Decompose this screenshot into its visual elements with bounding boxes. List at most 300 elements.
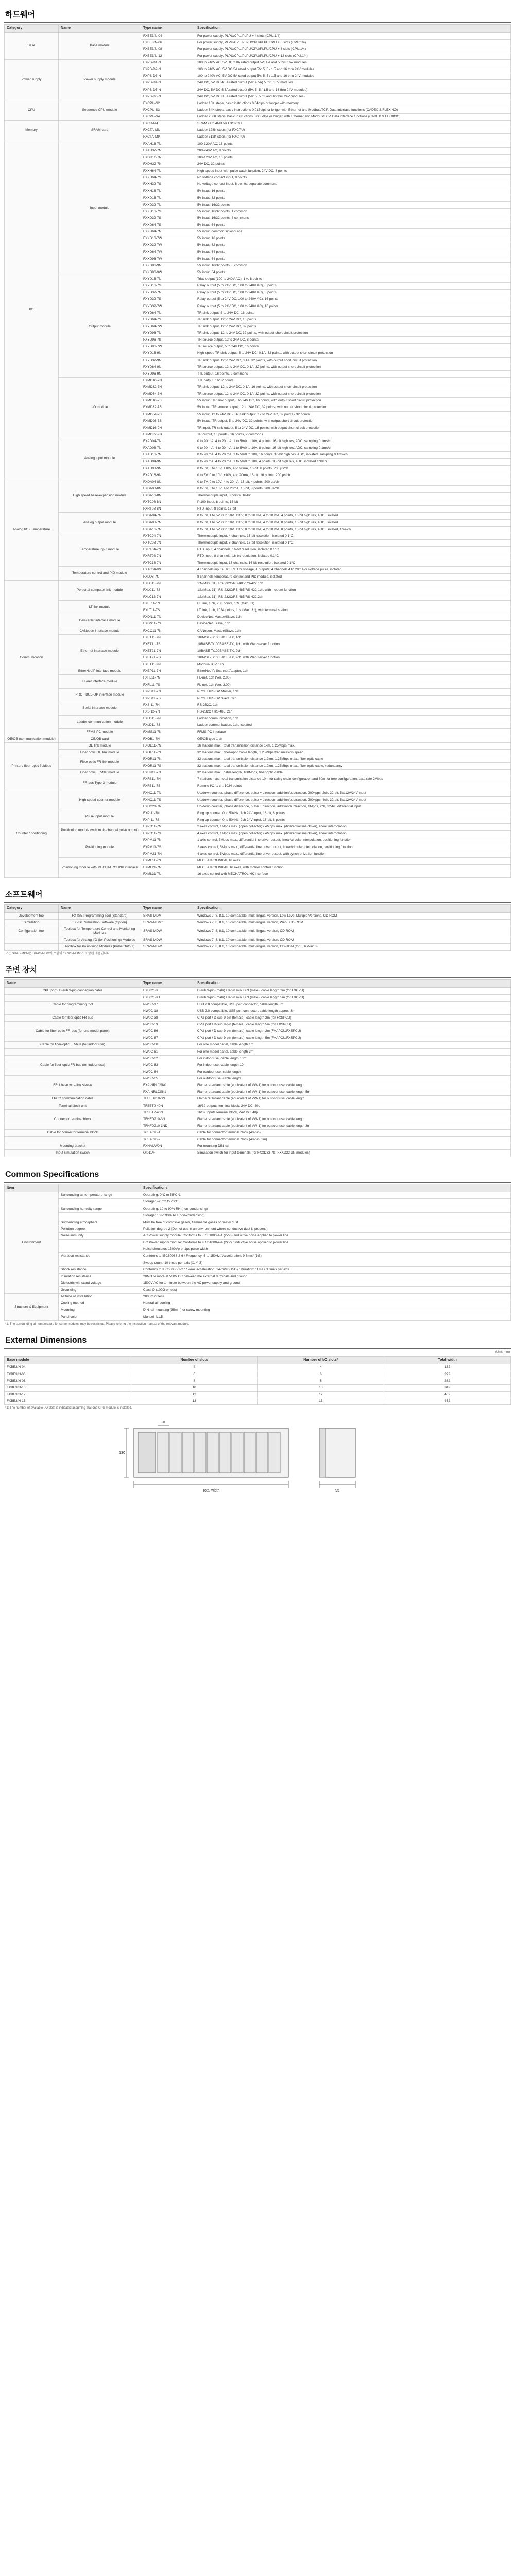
hw-name-cell: OE link module <box>59 742 141 749</box>
hw-type-cell: FXDA16-8N <box>141 493 195 499</box>
hw-spec-cell: Up/down counter, phase difference, pulse + direction, addition/subtraction, 200kpps, 4ch, 32-bit, 5V/12V/24V input <box>195 796 511 803</box>
peripheral-row <box>5 1042 511 1048</box>
software-header-row <box>5 904 511 912</box>
common-spec-row <box>5 1307 511 1314</box>
hw-spec-cell: 1:N(Max. 31), RS-232C/RS-485/RS-422 2ch <box>195 594 511 600</box>
pe-name-cell: Input simulation switch <box>5 1150 141 1157</box>
peripherals-title: 주변 장치 <box>4 962 511 978</box>
peripheral-row <box>5 1062 511 1069</box>
hw-spec-cell: Ladder communication, 1ch, isolated <box>195 722 511 729</box>
hw-type-cell: FXMD16-9N <box>141 425 195 431</box>
hw-spec-cell: Ring up counter, 0 to 50kHz, 1ch 24V input, 16-bit, 8 points <box>195 810 511 817</box>
hw-type-cell: FXLQ8-7N <box>141 573 195 580</box>
hw-spec-cell: 5V input, 12 to 24V DC / TR sink output, 12 to 24V DC, 32 points / 32 points <box>195 411 511 418</box>
hardware-row <box>5 100 511 107</box>
hw-type-cell: FXYD64-7S <box>141 316 195 323</box>
software-row <box>5 919 511 926</box>
common-spec-row <box>5 1192 511 1199</box>
hw-spec-cell: TR input, TR sink output, 5 to 24V DC, 16 points, with output short circuit protection <box>195 425 511 431</box>
sw-name-cell: FX-ISE Programming Tool (Standard) <box>59 912 141 919</box>
common-spec-row <box>5 1206 511 1212</box>
hw-type-cell: FXXD16-7W <box>141 235 195 242</box>
hw-type-cell: FXPS-D1-N <box>141 60 195 66</box>
hw-type-cell: FXML21-7N <box>141 864 195 871</box>
hw-spec-cell: 10BASE-T/100BASE-TX, 2ch <box>195 648 511 654</box>
hw-spec-cell: LT link, 1 ch, 256 points, 1:N (Max. 31) <box>195 601 511 607</box>
peripheral-row <box>5 1008 511 1014</box>
hw-spec-cell: 5V input / TR sink output, 5 to 24V DC, 16 points, with output short circuit protection <box>195 398 511 404</box>
pe-spec-cell: USB 2.0 compatible, USB port connector, cable length 3m <box>195 1001 511 1008</box>
hw-name-cell: Power supply module <box>59 60 141 100</box>
io-slot <box>182 1432 194 1473</box>
pe-type-cell: NW0C-18 <box>141 1008 195 1014</box>
common-spec-row <box>5 1199 511 1206</box>
hw-spec-cell: MECHATROLINK-II, 16 axes <box>195 857 511 864</box>
hw-type-cell: FXYD32-9N <box>141 357 195 364</box>
hw-name-cell: I/O module <box>59 377 141 438</box>
hw-category-cell: Communication <box>5 580 59 736</box>
hw-spec-cell: 100-120V AC, 16 points <box>195 141 511 147</box>
hw-spec-cell: Relay output (5 to 24V DC, 100 to 240V AC), 16 points <box>195 296 511 303</box>
pe-spec-cell: 16/32 outputs terminal block, 24V DC, 40p <box>195 1103 511 1109</box>
cs-sub-cell <box>59 1199 141 1206</box>
pe-type-cell: NW0C-87 <box>141 1035 195 1042</box>
hardware-row <box>5 438 511 445</box>
cs-sub-cell: Vibration resistance <box>59 1253 141 1260</box>
hw-name-cell: Temperature input module <box>59 533 141 567</box>
hw-type-cell: FXLT11-7S <box>141 607 195 614</box>
peripheral-row <box>5 1001 511 1008</box>
hw-type-cell: FXAD04-7N <box>141 438 195 445</box>
hw-type-cell: FXYD96-9N <box>141 370 195 377</box>
sw-name-cell: Toolbox for Analog I/O (for Positioning) Modules <box>59 937 141 944</box>
pe-spec-cell: CPU port / D-sub 9-pin (female), cable length 2m (for FXSPCU) <box>195 1014 511 1021</box>
hw-type-cell: FXYD96-7N <box>141 330 195 337</box>
ed-io-cell: 10 <box>258 1384 384 1391</box>
cs-sub-cell <box>59 1246 141 1253</box>
hw-type-cell: FXYD16-7S <box>141 283 195 290</box>
cs-spec-cell: Munsell N1.5 <box>141 1314 511 1320</box>
hw-spec-cell: 0 to 5V, 0 to 10V, 4 to 20mA, 16-bit, 4 points, 200 μs/ch <box>195 479 511 485</box>
ed-slots-cell: 10 <box>131 1384 258 1391</box>
peripheral-row <box>5 1130 511 1137</box>
hw-spec-cell: For power supply, PLPU/CPU/PLPU + 4 slots (CPU:1/4) <box>195 32 511 39</box>
hw-spec-cell: Relay output (5 to 24V DC, 100 to 240V AC), 8 points <box>195 283 511 290</box>
ed-col-base: Base module <box>5 1356 131 1364</box>
common-specs-table <box>4 1184 511 1321</box>
hw-type-cell: FXYD96-7S <box>141 337 195 344</box>
pe-name-cell: Cable for fiber-optic FR-bus (for one model panel) <box>5 1028 141 1035</box>
hw-name-cell: High speed base-expansion module <box>59 479 141 513</box>
hw-type-cell: FXDN11-7N <box>141 614 195 621</box>
common-spec-row <box>5 1240 511 1246</box>
hw-spec-cell: 0 to 5V, 1 to 5V, 0 to 10V, ±10V, 0 to 20 mA, 4 to 20 mA, 8 points, 16-bit high res, ADC, isolated, 1ms/ch <box>195 526 511 533</box>
hw-spec-cell: 5V input, 32 points <box>195 195 511 201</box>
dimension-diagram-wrap <box>4 1415 511 1495</box>
ed-width-cell: 432 <box>384 1398 511 1405</box>
peripheral-row <box>5 1028 511 1035</box>
cs-item-cell: Environment <box>5 1192 59 1294</box>
hardware-row <box>5 601 511 607</box>
hw-spec-cell: 200-240V AC, 8 points <box>195 147 511 154</box>
io-slot <box>219 1432 231 1473</box>
hw-type-cell: FXBE3/N-06 <box>141 39 195 46</box>
hw-spec-cell: PROFIBUS-DP Slave, 1ch <box>195 695 511 702</box>
ed-width-cell: 162 <box>384 1364 511 1371</box>
hw-type-cell: FXPB11-7S <box>141 695 195 702</box>
hw-spec-cell: 24V DC, 5V DC 8.5A rated output (5V: 5, 5 / 3 and 16 thru 24V modules) <box>195 93 511 100</box>
hw-type-cell: FXBE3/N-08 <box>141 46 195 53</box>
peripheral-row <box>5 1035 511 1042</box>
hw-type-cell: FXAD04-9N <box>141 459 195 465</box>
pe-spec-cell: For indoor use, cable length 10m <box>195 1055 511 1062</box>
hardware-row <box>5 810 511 817</box>
hw-type-cell: FXMD16-7N <box>141 377 195 384</box>
hw-spec-cell: TR sink output, 12 to 24V DC, 16 points <box>195 316 511 323</box>
cs-spec-cell: Sweep count: 10 times per axis (X, Y, Z) <box>141 1260 511 1266</box>
hw-type-cell: FXPI11-7S <box>141 817 195 824</box>
hw-spec-cell: TR sink output, 12 to 24V DC, 0.1A, 32 points, with output short circuit protection <box>195 357 511 364</box>
common-spec-row <box>5 1300 511 1307</box>
hw-spec-cell: 32 stations max., total transmission distance 1.2km, 1.25Mbps max., fiber-optic cable <box>195 756 511 762</box>
hw-name-cell: LT link module <box>59 601 141 614</box>
ext-dims-note: *1: The number of available I/O slots is indicated assuming that one CPU module is installed. <box>5 1406 132 1410</box>
hw-spec-cell: 16 axes control with MECHATROLINK interface <box>195 871 511 878</box>
hw-type-cell: FXOR11-7S <box>141 763 195 770</box>
pe-name-cell: Cable for fiber-optic FR-bus (for indoor use) <box>5 1042 141 1048</box>
hw-type-cell: FXPI11-7N <box>141 810 195 817</box>
peripheral-row <box>5 1076 511 1082</box>
hw-type-cell: FXYD32-7S <box>141 296 195 303</box>
hw-category-cell: OE/OB (communication module) <box>5 736 59 742</box>
cs-spec-cell: Pollution degree 2 (Do not use in an environment where conductive dust is present.) <box>141 1226 511 1232</box>
hw-spec-cell: Thermocouple input, 4 channels, 16-bit resolution, isolated 0.1°C <box>195 533 511 539</box>
peripheral-row <box>5 1103 511 1109</box>
hw-name-cell: Fiber optic OE link module <box>59 749 141 756</box>
software-body <box>5 912 511 951</box>
hw-name-cell: CANopen interface module <box>59 628 141 634</box>
cs-col-item: Item <box>5 1184 59 1192</box>
hw-spec-cell: Relay output (5 to 24V DC, 100 to 240V AC), 8 points <box>195 290 511 296</box>
pe-spec-cell: Flame retardant cable (equivalent of VW-1) for outdoor use, cable length 3m <box>195 1123 511 1129</box>
hw-type-cell: FXXD96-9N <box>141 262 195 269</box>
hw-type-cell: FXXD32-7S <box>141 215 195 222</box>
hw-type-cell: FXDA08-8N <box>141 485 195 492</box>
hw-name-cell: FFMS PC module <box>59 729 141 736</box>
hw-type-cell: FXMD16-7S <box>141 398 195 404</box>
pe-name-cell: Cable for connector terminal block <box>5 1130 141 1137</box>
pe-type-cell: NW0C-38 <box>141 1014 195 1021</box>
pe-spec-cell: CPU port / D-sub 9-pin (female), cable length 5m (for FXSPCU) <box>195 1022 511 1028</box>
pe-name-cell <box>5 1089 141 1096</box>
peripheral-row <box>5 1116 511 1123</box>
hw-spec-cell: Thermocouple input, 16 channels, 16-bit resolution, isolated 0.1°C <box>195 560 511 567</box>
hw-type-cell: FXYD64-7W <box>141 323 195 330</box>
pe-name-cell: CPU port / D-sub 9-pin connection cable <box>5 988 141 994</box>
cs-sub-cell: Altitude of installation <box>59 1294 141 1300</box>
pe-type-cell: NW0C-65 <box>141 1076 195 1082</box>
pe-spec-cell: For indoor use, cable length 10m <box>195 1062 511 1069</box>
cs-spec-cell: 20MΩ or more at 500V DC between the external terminals and ground <box>141 1273 511 1280</box>
hw-type-cell: FXMS11-7N <box>141 729 195 736</box>
hw-spec-cell: 32 stations max., fiber-optic cable length, 1.25Mbps transmission speed <box>195 749 511 756</box>
hw-spec-cell: 5V input, 16/32 points, 8 common <box>195 262 511 269</box>
ed-io-cell: 13 <box>258 1398 384 1405</box>
pe-spec-cell: Cable for connector terminal block (40-pin) <box>195 1130 511 1137</box>
hw-name-cell: DeviceNet interface module <box>59 614 141 628</box>
cs-spec-cell: Class D (100Ω or less) <box>141 1287 511 1294</box>
hw-type-cell: FXBE3/N-12 <box>141 53 195 59</box>
pe-type-cell: NW0C-64 <box>141 1069 195 1075</box>
hardware-row <box>5 121 511 127</box>
ed-width-cell: 222 <box>384 1371 511 1378</box>
sw-category-cell: Development tool <box>5 912 59 919</box>
hardware-row <box>5 837 511 844</box>
hw-type-cell: FXTC16-7N <box>141 560 195 567</box>
pe-name-cell: Mounting bracket <box>5 1143 141 1150</box>
hw-spec-cell: 1:N(Max. 31), RS-232C/RS-485/RS-422 1ch <box>195 580 511 587</box>
cs-sub-cell: Surrounding humidity range <box>59 1206 141 1212</box>
hw-type-cell: FXDH32-7N <box>141 161 195 167</box>
hw-spec-cell: 5V input, 64 points <box>195 249 511 256</box>
hw-type-cell: FXPS-D3-N <box>141 73 195 80</box>
pe-type-cell: TFHFD210-3N <box>141 1116 195 1123</box>
hw-spec-cell: 0 to 5V, 0 to 10V, 4 to 20mA, 16-bit, 8 points, 200 μs/ch <box>195 485 511 492</box>
hw-type-cell: FXAH32-7N <box>141 147 195 154</box>
hw-spec-cell: 5V input, 64 points <box>195 256 511 262</box>
hw-spec-cell: TR sink output, 12 to 24V DC, 32 points <box>195 323 511 330</box>
hw-type-cell: FXPS-D4-N <box>141 80 195 87</box>
hw-type-cell: FXXD64-7S <box>141 222 195 229</box>
hw-spec-cell: 8 channels temperature control and PID module, isolated <box>195 573 511 580</box>
pe-spec-cell: D-sub 9-pin (male) / 8-pin mini DIN (male), cable length 2m (for FXCPU) <box>195 988 511 994</box>
cs-spec-cell: Conforms to IEC60068-2-27 / Peak acceleration: 147m/s² (15G) / Duration: 11ms / 3 times per axis <box>141 1266 511 1273</box>
hw-type-cell: FXPS-D6-N <box>141 93 195 100</box>
hw-spec-cell: 2 axes control, 5Mpps max., differential line driver output, linear/circular interpolation, positioning function <box>195 844 511 851</box>
cs-item-cell: Structure & Equipment <box>5 1294 59 1321</box>
hardware-row <box>5 702 511 708</box>
ext-dims-title: External Dimensions <box>4 1332 511 1349</box>
hw-name-cell: Positioning module <box>59 837 141 857</box>
ed-slots-cell: 6 <box>131 1371 258 1378</box>
sw-col-category: Category <box>5 904 59 912</box>
hw-spec-cell: TR sink output, 12 to 24V DC, 32 points, with output short circuit protection <box>195 330 511 337</box>
hw-type-cell: FXFN11-7N <box>141 770 195 776</box>
hw-type-cell: FXPM21-7N <box>141 851 195 857</box>
sw-name-cell: FX-ISE Simulation Software (Option) <box>59 919 141 926</box>
hw-type-cell: FXCPU-S4 <box>141 114 195 121</box>
hw-spec-cell: No voltage contact input, 8 points <box>195 175 511 181</box>
hw-col-category: Category <box>5 24 59 32</box>
hw-spec-cell: OE/OB type 1 ch <box>195 736 511 742</box>
common-spec-row <box>5 1246 511 1253</box>
hw-spec-cell: 2 axes control, 1Mpps max. (open collector) / 4Mpps max. (differential line driver), linear interpolation <box>195 824 511 831</box>
hardware-row <box>5 668 511 675</box>
common-spec-row <box>5 1212 511 1219</box>
hw-spec-cell: FL-net, 1ch (Ver. 3.00) <box>195 682 511 688</box>
common-specs-header-row <box>5 1184 511 1192</box>
common-specs-body <box>5 1192 511 1320</box>
hw-name-cell: Fiber optic FR-Net module <box>59 770 141 776</box>
hw-spec-cell: 1:N(Max. 31), RS-232C/RS-485/RS-422 1ch, with modem function <box>195 587 511 594</box>
hw-name-cell: Analog input module <box>59 438 141 479</box>
hw-type-cell: FXTC04-7N <box>141 533 195 539</box>
pe-type-cell: NW0C-61 <box>141 1048 195 1055</box>
pe-col-name: Name <box>5 979 141 988</box>
hw-type-cell: FXMD64-7N <box>141 391 195 398</box>
hw-type-cell: FXMD32-9N <box>141 431 195 438</box>
pe-type-cell: TCE4096-1 <box>141 1130 195 1137</box>
hw-spec-cell: 0 to 5V, 0 to 10V, ±10V, 4 to 20mA, 16-bit, 16 points, 200 μs/ch <box>195 472 511 479</box>
hw-spec-cell: 5V input, 16 points <box>195 235 511 242</box>
hw-type-cell: FXLT11-1N <box>141 601 195 607</box>
cs-sub-cell: Grounding <box>59 1287 141 1294</box>
hw-type-cell: FXMD96-7S <box>141 418 195 425</box>
pe-spec-cell: USB 2.0 compatible, USB port connector, cable length approx. 3m <box>195 1008 511 1014</box>
pe-name-cell: FRU base wire-link sleeve <box>5 1082 141 1089</box>
hw-type-cell: FXXD96-7W <box>141 256 195 262</box>
cs-sub-cell: Cooling method <box>59 1300 141 1307</box>
hw-type-cell: FXMD32-7S <box>141 404 195 411</box>
hw-spec-cell: 5V input, 64 points <box>195 222 511 229</box>
hw-spec-cell: TR source output, 12 to 24V DC, 8 points <box>195 337 511 344</box>
peripheral-row <box>5 1150 511 1157</box>
sw-type-cell: SRAS-MDW <box>141 944 195 951</box>
hw-type-cell: FXXD16-7N <box>141 195 195 201</box>
io-slot <box>170 1432 181 1473</box>
ed-base-cell: FXBE3/N-06 <box>5 1371 131 1378</box>
hw-spec-cell: 24V DC, 5V DC 4.5A rated output (5V: 4.5A) 5 thru 16V modules <box>195 80 511 87</box>
cs-sub-cell: Panel color <box>59 1314 141 1320</box>
hw-spec-cell: 16 stations max., total transmission distance 1km, 1.25Mbps max. <box>195 742 511 749</box>
hw-type-cell: FXDA04-7N <box>141 513 195 519</box>
hw-spec-cell: For power supply, PLPU/CPU/PLPU/CPU/PLPU/CPU + 12 slots (CPU:1/4) <box>195 53 511 59</box>
cs-spec-cell: DC Power supply module: Conforms to IEC61000-4-4 (2kV) / Inductive noise applied to power line <box>141 1240 511 1246</box>
hw-type-cell: FXDA04-8N <box>141 479 195 485</box>
hw-spec-cell: RTD input, 8 points, 16-bit <box>195 506 511 513</box>
pe-name-cell <box>5 1076 141 1082</box>
hw-spec-cell: FFMS PC interface <box>195 729 511 736</box>
hw-type-cell: FXAD08-9N <box>141 465 195 472</box>
ed-slots-cell: 8 <box>131 1378 258 1384</box>
cs-spec-cell: Operating: 0°C to 55°C*1 <box>141 1192 511 1199</box>
hw-spec-cell: High-speed TR sink output, 5 to 24V DC, 0.1A, 32 points, with output short circuit protection <box>195 350 511 357</box>
pe-name-cell <box>5 1069 141 1075</box>
hw-spec-cell: 10BASE-T/100BASE-TX, 2ch, with Web server function <box>195 655 511 662</box>
pe-spec-cell: For one model panel, cable length 3m <box>195 1048 511 1055</box>
pe-type-cell: TFSBT2-40N <box>141 1109 195 1116</box>
io-slot <box>195 1432 206 1473</box>
peripheral-row <box>5 1048 511 1055</box>
common-spec-row <box>5 1294 511 1300</box>
hw-type-cell: FXMD32-7N <box>141 384 195 391</box>
hw-type-cell: FXFL11-7S <box>141 682 195 688</box>
hw-type-cell: FXHC11-7S <box>141 796 195 803</box>
hw-type-cell: FXOF11-7N <box>141 749 195 756</box>
hardware-row <box>5 141 511 147</box>
pe-name-cell: FPCC communication cable <box>5 1096 141 1103</box>
pe-spec-cell: For outdoor use, cable length <box>195 1069 511 1075</box>
pe-spec-cell: D-sub 9-pin (male) / 8-pin mini DIN (male), cable length 5m (for FXCPU) <box>195 994 511 1001</box>
pitch-label: 30 <box>161 1421 165 1425</box>
peripheral-row <box>5 1069 511 1075</box>
hardware-header-row <box>5 24 511 32</box>
hardware-row <box>5 276 511 283</box>
hw-spec-cell: TR source output, 5 to 24V DC, 16 points <box>195 344 511 350</box>
hw-type-cell: FXDA08-7N <box>141 519 195 526</box>
hw-spec-cell: FL-net, 1ch (Ver. 2.00) <box>195 675 511 682</box>
hw-name-cell: Fiber optic FR link module <box>59 756 141 769</box>
hardware-row <box>5 567 511 573</box>
peripheral-row <box>5 988 511 994</box>
hw-spec-cell: Ladder communication, 1ch <box>195 716 511 722</box>
hw-type-cell: FXYD32-7W <box>141 303 195 310</box>
peripheral-row <box>5 1082 511 1089</box>
hw-type-cell: FXDH16-7N <box>141 154 195 161</box>
cs-sub-cell: Noise immunity <box>59 1233 141 1240</box>
hw-type-cell: FXOB1-7N <box>141 736 195 742</box>
power-slot <box>138 1432 156 1473</box>
ed-base-cell: FXBE3/N-04 <box>5 1364 131 1371</box>
pe-type-cell: NW0C-60 <box>141 1042 195 1048</box>
sw-type-cell: SRAS-MDM <box>141 912 195 919</box>
hw-type-cell: FXYD16-9N <box>141 350 195 357</box>
common-specs-title: Common Specifications <box>4 1166 511 1183</box>
hw-name-cell: OE/OB card <box>59 736 141 742</box>
ed-col-io: Number of I/O slots* <box>258 1356 384 1364</box>
pe-col-type: Type name <box>141 979 195 988</box>
hw-spec-cell: Ladder 512K steps (for FXCPU) <box>195 134 511 141</box>
pe-name-cell: Cable for fiber optic FR bus <box>5 1014 141 1021</box>
cs-spec-cell: 2000m or less <box>141 1294 511 1300</box>
hw-type-cell: FXRT08-7N <box>141 553 195 560</box>
ed-io-cell: 8 <box>258 1378 384 1384</box>
hw-type-cell: FXLD11-7N <box>141 716 195 722</box>
cs-sub-cell: Insulation resistance <box>59 1273 141 1280</box>
ext-dims-body <box>5 1364 511 1405</box>
cs-spec-cell: Operating: 10 to 90% RH (non-condensing) <box>141 1206 511 1212</box>
pe-name-cell: Connector terminal block <box>5 1116 141 1123</box>
hardware-table <box>4 24 511 878</box>
hw-spec-cell: MECHATROLINK-III, 16 axes, with motion control function <box>195 864 511 871</box>
hw-type-cell: FXPS-D5-N <box>141 87 195 93</box>
hw-type-cell: FXSI11-7N <box>141 702 195 708</box>
hw-spec-cell: For power supply, PLPU/CPU/PLPU/CPU/PLPU/CPU + 8 slots (CPU:1/4) <box>195 46 511 53</box>
hw-spec-cell: 5V input / TR output, 5 to 24V DC, 32 points, with output short circuit protection <box>195 418 511 425</box>
peripheral-row <box>5 1123 511 1129</box>
hw-spec-cell: 24V DC, 32 points <box>195 161 511 167</box>
hw-type-cell: FXAD08-7N <box>141 445 195 452</box>
common-spec-row <box>5 1253 511 1260</box>
hw-type-cell: FXLC11-7N <box>141 580 195 587</box>
hw-type-cell: FXXH64-7N <box>141 168 195 175</box>
hw-spec-cell: No voltage contact input, 8 points, separate commons <box>195 181 511 188</box>
hw-type-cell: FXPO11-7S <box>141 831 195 837</box>
hw-type-cell: FXOE11-7N <box>141 742 195 749</box>
hw-spec-cell: RS-232C, 1ch <box>195 702 511 708</box>
cs-sub-cell: Surrounding atmosphere <box>59 1219 141 1226</box>
sw-col-type: Type name <box>141 904 195 912</box>
hw-type-cell: FXPO11-7N <box>141 824 195 831</box>
hw-name-cell: Ladder communication module <box>59 716 141 729</box>
hardware-row <box>5 479 511 485</box>
pe-type-cell: FXA-NRLCSK0 <box>141 1082 195 1089</box>
peripherals-header-row <box>5 979 511 988</box>
peripheral-row <box>5 1109 511 1116</box>
pe-name-cell <box>5 994 141 1001</box>
sw-category-cell <box>5 944 59 951</box>
hw-spec-cell: CANopen, Master/Slave, 1ch <box>195 628 511 634</box>
